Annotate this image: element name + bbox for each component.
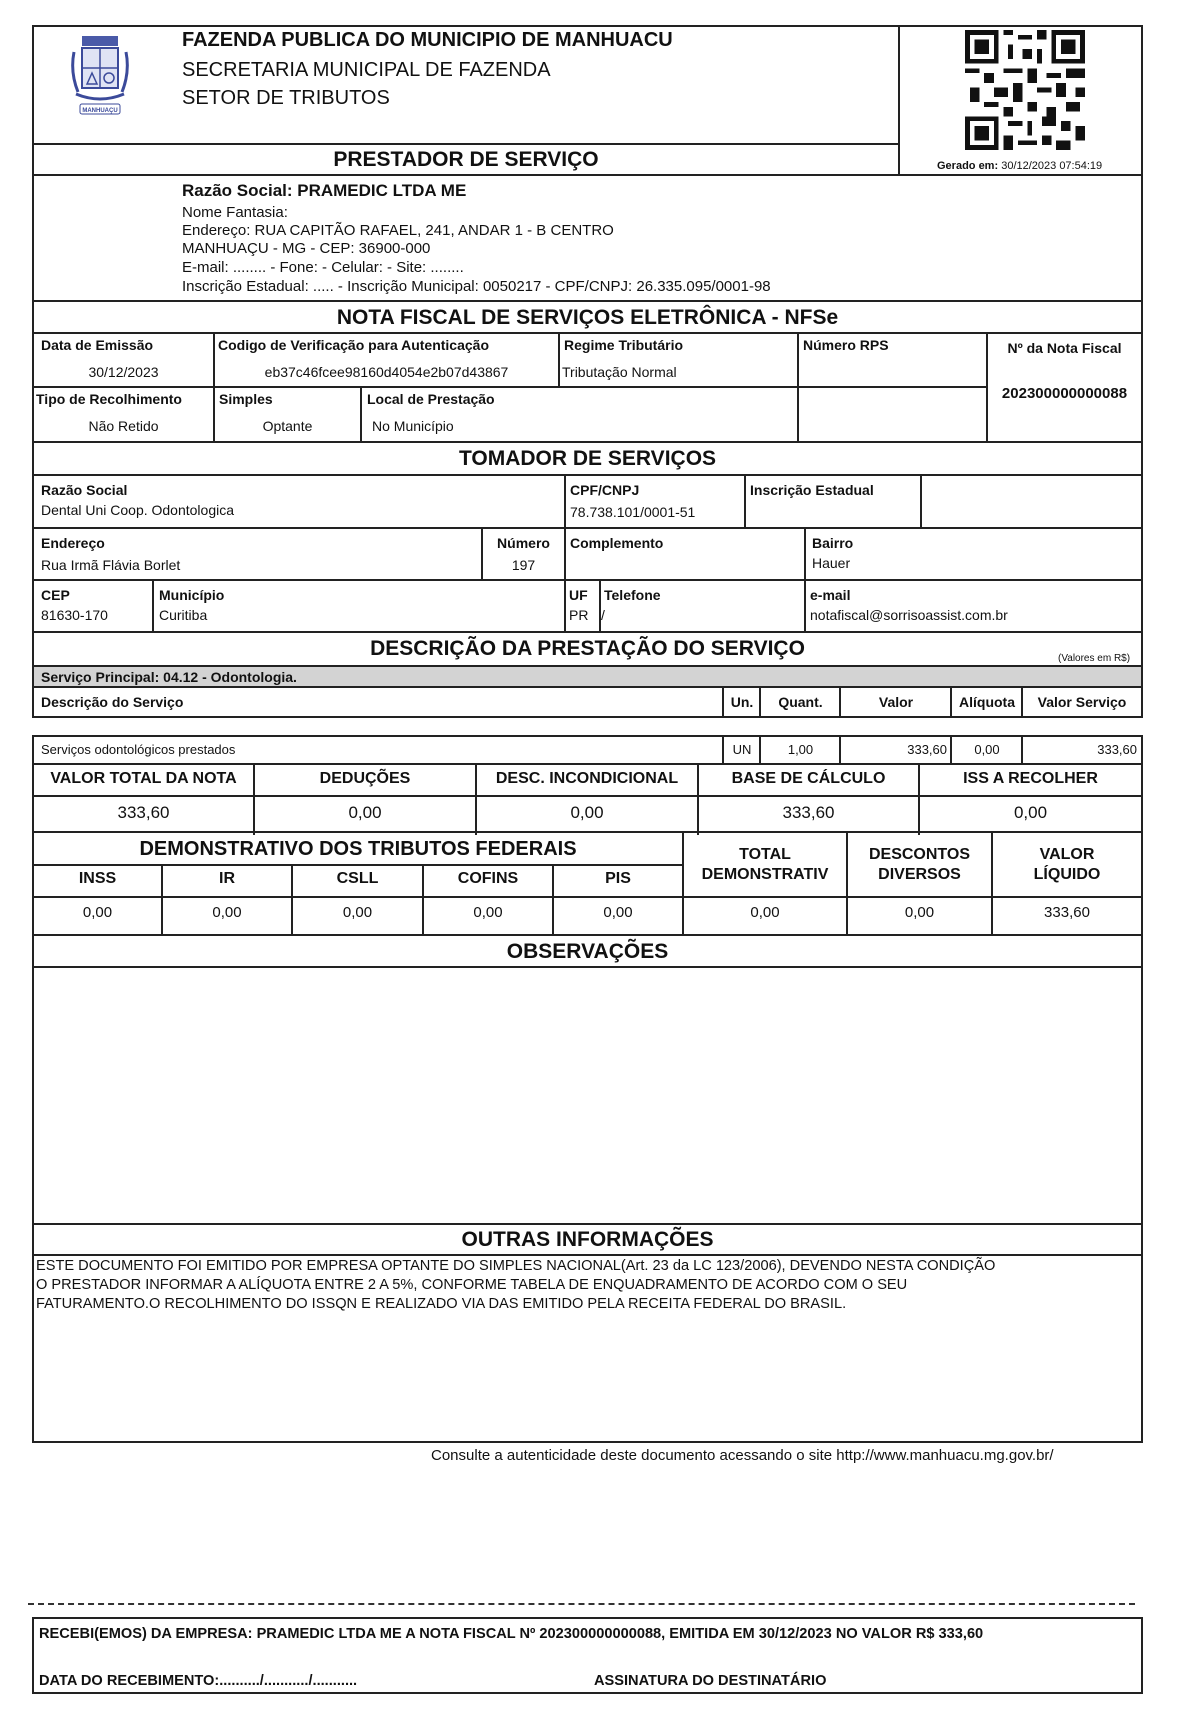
tributo-header-inss: INSS [78,870,117,887]
item-bottom [32,763,1143,765]
tomador-email-value[interactable]: notafiscal@sorrisoassist.com.br [810,607,1008,623]
tomador-title: TOMADOR DE SERVIÇOS [458,447,717,470]
tomador-col-divider [152,579,154,632]
prestador-nome-fantasia: Nome Fantasia: [182,204,288,221]
tomador-razao-value: Dental Uni Coop. Odontologica [41,502,235,518]
total-desc-incondicional: 0,00 [570,803,604,822]
total-valor-total: 333,60 [117,803,170,822]
tomador-cep-value: 81630-170 [41,607,108,623]
tomador-title-divider [32,474,1143,476]
generated-value: 30/12/2023 07:54:19 [1001,160,1103,172]
tributos-descontos-header [848,845,991,885]
qr-code-icon [964,30,1086,150]
tomador-bairro-value: Hauer [812,555,851,571]
tomador-municipio-value: Curitiba [159,607,208,623]
generated-label: Gerado em: [937,160,999,172]
outras-title-divider [32,1254,1143,1256]
item-valor: 333,60 [907,742,947,757]
outras-line-2: O PRESTADOR INFORMAR A ALÍQUOTA ENTRE 2 A 5%, CONFORME TABELA DE ENQUADRAMENTO DE ACORDO COM O SEU [36,1277,908,1293]
col-valor: Valor [878,694,914,710]
item-quant: 1,00 [787,742,814,757]
tomador-ie-label: Inscrição Estadual [750,482,874,498]
tomador-endereco-value: Rua Irmã Flávia Borlet [41,557,181,573]
tipo-recolhimento-label: Tipo de Recolhimento [36,391,182,407]
servico-principal-divider [32,686,1143,688]
nota-fiscal-label: Nº da Nota Fiscal [1007,340,1122,356]
svg-text:MANHUAÇU: MANHUAÇU [82,108,118,114]
outras-line-1: ESTE DOCUMENTO FOI EMITIDO POR EMPRESA OPTANTE DO SIMPLES NACIONAL(Art. 23 da LC 123/2006), DEVENDO NESTA CONDIÇÃO [36,1258,996,1274]
tomador-razao-label: Razão Social [41,482,128,498]
prestador-cidade: MANHUAÇU - MG - CEP: 36900-000 [182,240,431,257]
total-header-line1: TOTAL [739,846,791,863]
valores-note: (Valores em R$) [1058,653,1131,664]
data-emissao-value: 30/12/2023 [88,364,159,380]
tomador-divider [32,631,1143,633]
tributo-cofins: 0,00 [473,904,503,921]
simples-value: Optante [262,418,313,434]
total-header-deducoes: DEDUÇÕES [319,770,411,787]
tributo-header-csll: CSLL [336,870,379,887]
nfse-col-divider [360,387,362,442]
observacoes-bottom [32,1223,1143,1225]
table-row [34,737,1141,763]
tomador-email-label: e-mail [810,587,851,603]
tipo-recolhimento-value: Não Retido [88,418,159,434]
tributo-inss: 0,00 [82,904,113,921]
header-sector: SETOR DE TRIBUTOS [182,87,390,109]
regime-label: Regime Tributário [564,337,684,353]
data-recebimento[interactable]: DATA DO RECEBIMENTO:........../.........../........... [39,1673,358,1689]
codigo-verificacao-value: eb37c46fcee98160d4054e2b07d43867 [264,364,509,380]
tributo-ir: 0,00 [212,904,242,921]
item-descricao: Serviços odontológicos prestados [41,742,236,757]
total-header-desc-incondicional: DESC. INCONDICIONAL [495,770,679,787]
total-base-calculo: 333,60 [782,803,835,822]
tomador-row-divider [32,527,1143,529]
descontos-header-line1: DESCONTOS [868,846,971,863]
consulte-autenticidade: Consulte a autenticidade deste documento acessando o site http://www.manhuacu.mg.gov.br/ [431,1447,1054,1464]
nfse-title-divider [32,332,1143,334]
nfse-row-divider [32,386,988,388]
tomador-telefone-label: Telefone [604,587,661,603]
header-divider [32,143,900,145]
nfse-title: NOTA FISCAL DE SERVIÇOS ELETRÔNICA - NFSe [336,306,839,329]
local-prestacao-value: No Município [372,418,454,434]
prestador-endereco: Endereço: RUA CAPITÃO RAFAEL, 241, ANDAR 1 - B CENTRO [182,222,614,239]
tributo-total: 0,00 [750,904,780,921]
outras-line-3: FATURAMENTO.O RECOLHIMENTO DO ISSQN E REALIZADO VIA DAS EMITIDO PELA RECEITA FEDERAL DO BRASIL. [36,1296,847,1312]
total-deducoes: 0,00 [348,803,382,822]
simples-label: Simples [219,391,273,407]
total-header-base-calculo: BASE DE CÁLCULO [731,770,886,787]
tomador-cep-label: CEP [41,587,70,603]
outras-title: OUTRAS INFORMAÇÕES [461,1228,714,1251]
tomador-col-divider [599,579,601,632]
tomador-row-divider [32,579,1143,581]
tomador-numero-value: 197 [511,557,536,573]
totais-bottom [32,831,1143,833]
prestador-razao-social: Razão Social: PRAMEDIC LTDA ME [182,181,467,200]
tomador-bairro-label: Bairro [812,535,854,551]
generated-timestamp [937,160,1102,172]
totais-header-bottom [32,795,1143,797]
tributos-title: DEMONSTRATIVO DOS TRIBUTOS FEDERAIS [139,838,577,860]
tributo-liquido: 333,60 [1044,904,1090,921]
observacoes-title: OBSERVAÇÕES [506,940,669,963]
total-header-line2: DEMONSTRATIV [701,866,829,883]
col-valor-servico: Valor Serviço [1037,694,1127,710]
total-iss: 0,00 [1013,803,1048,822]
tributo-header-ir: IR [219,870,235,887]
prestador-title-divider [32,174,1143,176]
tomador-municipio-label: Município [159,587,225,603]
gap [30,718,1146,735]
data-emissao-label: Data de Emissão [41,337,154,353]
tomador-col-divider [744,474,746,528]
nota-fiscal-number: 202300000000088 [1001,385,1128,402]
total-header-valor-total: VALOR TOTAL DA NOTA [50,770,237,787]
tributos-bottom [32,934,1143,936]
item-aliquota: 0,00 [974,742,1000,757]
tomador-uf-value: PR [569,607,589,623]
tomador-uf-label: UF [569,587,588,603]
tomador-complemento-label: Complemento [570,535,664,551]
tributo-header-cofins: COFINS [457,870,519,887]
tomador-cnpj-label: CPF/CNPJ [570,482,640,498]
tributos-total-header [684,845,846,885]
assinatura-destinatario[interactable]: ASSINATURA DO DESTINATÁRIO [594,1673,827,1689]
tomador-telefone-value: / [601,607,605,623]
nfse-col-divider [558,332,560,387]
col-descricao: Descrição do Serviço [41,694,184,710]
liquido-header-line1: VALOR [1039,846,1095,863]
col-quant: Quant. [778,694,823,710]
header-subtitle: SECRETARIA MUNICIPAL DE FAZENDA [182,59,551,81]
codigo-verificacao-label: Codigo de Verificação para Autenticação [218,337,490,353]
tomador-col-divider [920,474,922,528]
servico-title: DESCRIÇÃO DA PRESTAÇÃO DO SERVIÇO [370,637,805,660]
liquido-header-line2: LÍQUIDO [1033,866,1101,883]
regime-value: Tributação Normal [562,364,677,380]
prestador-title: PRESTADOR DE SERVIÇO [333,148,599,171]
observacoes-title-divider [32,966,1143,968]
tributos-liquido-header [993,845,1141,885]
tributo-header-pis: PIS [605,870,631,887]
municipality-coat-of-arms-icon [68,32,132,120]
local-prestacao-label: Local de Prestação [367,391,495,407]
header-title: FAZENDA PUBLICA DO MUNICIPIO DE MANHUACU [182,29,673,51]
tomador-col-divider [564,474,566,632]
cut-line [28,1603,1135,1605]
tomador-numero-label: Número [497,535,550,551]
col-aliquota: Alíquota [959,694,1015,710]
item-valor-servico: 333,60 [1097,742,1137,757]
numero-rps-label: Número RPS [803,337,889,353]
tributo-descontos: 0,00 [904,904,935,921]
servico-principal: Serviço Principal: 04.12 - Odontologia. [41,669,297,685]
tomador-endereco-label: Endereço [41,535,105,551]
tributo-pis: 0,00 [603,904,633,921]
prestador-divider [32,300,1143,302]
receipt-text: RECEBI(EMOS) DA EMPRESA: PRAMEDIC LTDA ME A NOTA FISCAL Nº 202300000000088, EMITIDA EM 30/12/2023 NO VALOR R$ 333,60 [39,1626,984,1642]
nfse-divider [32,441,1143,443]
tributos-header-bottom [32,896,1143,898]
descontos-header-line2: DIVERSOS [878,866,961,883]
item-un: UN [732,742,752,757]
total-header-iss: ISS A RECOLHER [963,770,1098,787]
prestador-contato: E-mail: ........ - Fone: - Celular: - Site: ........ [182,259,464,276]
tributo-csll: 0,00 [342,904,373,921]
tributos-title-divider [32,864,684,866]
tomador-cnpj-value: 78.738.101/0001-51 [570,504,696,520]
col-un: Un. [730,694,754,710]
prestador-inscricoes: Inscrição Estadual: ..... - Inscrição Municipal: 0050217 - CPF/CNPJ: 26.335.095/0001-98 [182,278,771,295]
